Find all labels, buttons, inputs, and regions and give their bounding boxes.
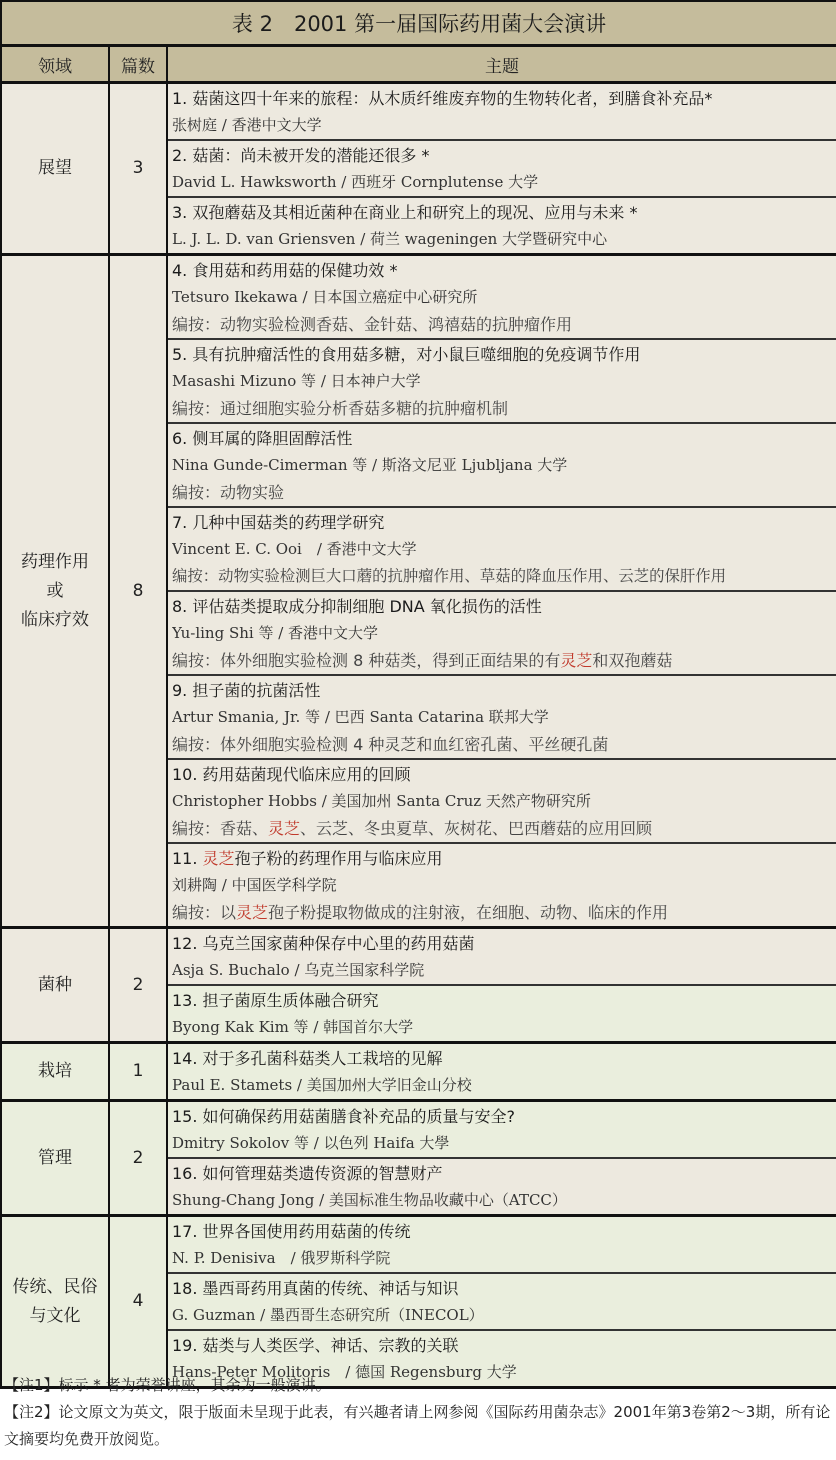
lecture-author: Artur Smania, Jr. 等 / 巴西 Santa Catarina 联邦大学 <box>172 708 549 726</box>
editor-note: 编按：通过细胞实验分析香菇多糖的抗肿瘤机制 <box>172 399 509 418</box>
note-text: 、云芝、冬虫夏草、灰树花、巴西蘑菇的应用回顾 <box>300 819 653 838</box>
section-field <box>2 256 110 926</box>
lecture-title: 10. 药用菇菌现代临床应用的回顾 <box>172 765 411 784</box>
section-field <box>2 1217 110 1386</box>
title-text: 11. <box>172 849 203 868</box>
section-pharmacology <box>2 256 836 929</box>
lecture-author: Dmitry Sokolov 等 / 以色列 Haifa 大學 <box>172 1134 450 1152</box>
lecture-item <box>168 340 836 424</box>
lecture-item <box>168 1044 836 1099</box>
lecture-item <box>168 929 836 986</box>
note-text: 编按：以 <box>172 903 237 922</box>
section-field-line: 或 <box>46 580 64 601</box>
lecture-title: 9. 担子菌的抗菌活性 <box>172 681 321 700</box>
lecture-item <box>168 1159 836 1214</box>
section-field: 管理 <box>2 1102 110 1214</box>
lecture-title: 6. 侧耳属的降胆固醇活性 <box>172 429 353 448</box>
section-field: 栽培 <box>2 1044 110 1099</box>
editor-note <box>172 899 836 926</box>
lecture-title: 13. 担子菌原生质体融合研究 <box>172 991 379 1010</box>
lecture-item <box>168 1217 836 1274</box>
lecture-item <box>168 256 836 340</box>
lingzhi-highlight: 灵芝 <box>202 849 235 868</box>
table-title: 表 2 2001 第一届国际药用菌大会演讲 <box>2 2 836 47</box>
lecture-author: Asja S. Buchalo / 乌克兰国家科学院 <box>172 961 425 979</box>
section-count: 1 <box>110 1044 168 1099</box>
lecture-author: Paul E. Stamets / 美国加州大学旧金山分校 <box>172 1076 472 1094</box>
header-field: 领域 <box>2 47 110 81</box>
header-count: 篇数 <box>110 47 168 81</box>
note-text: 编按：体外细胞实验检测 8 种菇类，得到正面结果的有 <box>172 651 561 670</box>
lecture-title: 19. 菇类与人类医学、神话、宗教的关联 <box>172 1336 459 1355</box>
lecture-author: N. P. Denisiva / 俄罗斯科学院 <box>172 1249 391 1267</box>
lecture-author: 张树庭 / 香港中文大学 <box>172 116 322 134</box>
section-field-line: 传统、民俗 <box>12 1276 98 1297</box>
lecture-title: 14. 对于多孔菌科菇类人工栽培的见解 <box>172 1049 443 1068</box>
lecture-author: G. Guzman / 墨西哥生态研究所（INECOL） <box>172 1306 484 1324</box>
section-field-line: 临床疗效 <box>21 609 89 630</box>
section-management <box>2 1102 836 1217</box>
footnote-2: 【注2】论文原文为英文，限于版面未呈现于此表，有兴趣者请上网参阅《国际药用菌杂志》2001年第3卷第2～3期，所有论文摘要均免费开放阅览。 <box>4 1403 831 1448</box>
lecture-item <box>168 84 836 141</box>
section-field-line: 与文化 <box>29 1305 81 1326</box>
lecture-title: 4. 食用菇和药用菇的保健功效 * <box>172 261 398 280</box>
lecture-item <box>168 141 836 198</box>
note-text: 和双孢蘑菇 <box>592 651 673 670</box>
lecture-item <box>168 198 836 253</box>
section-outlook <box>2 84 836 256</box>
editor-note: 编按：动物实验 <box>172 483 285 502</box>
lecture-item <box>168 986 836 1041</box>
section-count: 4 <box>110 1217 168 1386</box>
lecture-title: 7. 几种中国菇类的药理学研究 <box>172 513 385 532</box>
lecture-item <box>168 424 836 508</box>
lecture-author: Shung-Chang Jong / 美国标准生物品收藏中心（ATCC） <box>172 1191 567 1209</box>
note-text: 孢子粉提取物做成的注射液，在细胞、动物、临床的作用 <box>268 903 669 922</box>
lecture-author: Nina Gunde-Cimerman 等 / 斯洛文尼亚 Ljubljana 大学 <box>172 456 568 474</box>
lecture-author: Yu-ling Shi 等 / 香港中文大学 <box>172 624 379 642</box>
lecture-title: 15. 如何确保药用菇菌膳食补充品的质量与安全? <box>172 1107 516 1126</box>
lecture-title: 16. 如何管理菇类遗传资源的智慧财产 <box>172 1164 443 1183</box>
lecture-title: 5. 具有抗肿瘤活性的食用菇多糖，对小鼠巨噬细胞的免疫调节作用 <box>172 345 641 364</box>
footnote-1: 【注1】标示 * 者为荣誉讲座，其余为一般演讲。 <box>4 1376 331 1394</box>
lecture-author: Vincent E. C. Ooi / 香港中文大学 <box>172 540 417 558</box>
editor-note <box>172 815 836 842</box>
editor-note: 编按：体外细胞实验检测 4 种灵芝和血红密孔菌、平丝硬孔菌 <box>172 735 609 754</box>
section-cultivation <box>2 1044 836 1102</box>
lecture-title <box>172 845 836 872</box>
footnotes <box>4 1372 832 1453</box>
lecture-author: Masashi Mizuno 等 / 日本神户大学 <box>172 372 421 390</box>
lecture-title: 2. 菇菌：尚未被开发的潜能还很多 * <box>172 146 430 165</box>
lecture-author: 刘耕陶 / 中国医学科学院 <box>172 876 337 894</box>
lecture-author: L. J. L. D. van Griensven / 荷兰 wageningen 大学暨研究中心 <box>172 230 608 248</box>
lecture-author: Hans-Peter Molitoris / 德国 Regensburg 大学 <box>172 1363 517 1381</box>
lecture-author: David L. Hawksworth / 西班牙 Cornplutense 大学 <box>172 173 539 191</box>
lecture-title: 12. 乌克兰国家菌种保存中心里的药用菇菌 <box>172 934 475 953</box>
lecture-title: 3. 双孢蘑菇及其相近菌种在商业上和研究上的现况、应用与未来 * <box>172 203 638 222</box>
lingzhi-highlight: 灵芝 <box>268 819 301 838</box>
section-count: 3 <box>110 84 168 253</box>
section-count: 2 <box>110 1102 168 1214</box>
lecture-title: 17. 世界各国使用药用菇菌的传统 <box>172 1222 411 1241</box>
lingzhi-highlight: 灵芝 <box>236 903 269 922</box>
section-tradition <box>2 1217 836 1389</box>
lecture-item <box>168 1102 836 1159</box>
section-count: 2 <box>110 929 168 1041</box>
section-strains <box>2 929 836 1044</box>
lecture-author: Byong Kak Kim 等 / 韩国首尔大学 <box>172 1018 414 1036</box>
lecture-item <box>168 844 836 926</box>
editor-note <box>172 647 836 674</box>
lecture-item <box>168 760 836 844</box>
header-topic: 主题 <box>485 56 519 77</box>
lecture-author: Tetsuro Ikekawa / 日本国立癌症中心研究所 <box>172 288 478 306</box>
lecture-item <box>168 676 836 760</box>
lecture-item <box>168 592 836 676</box>
lingzhi-highlight: 灵芝 <box>560 651 593 670</box>
lecture-author: Christopher Hobbs / 美国加州 Santa Cruz 天然产物研究所 <box>172 792 591 810</box>
table-header-row <box>2 47 836 84</box>
editor-note: 编按：动物实验检测巨大口蘑的抗肿瘤作用、草菇的降血压作用、云芝的保肝作用 <box>172 567 727 585</box>
section-field-line: 药理作用 <box>21 551 89 572</box>
title-text: 孢子粉的药理作用与临床应用 <box>234 849 443 868</box>
lecture-title: 18. 墨西哥药用真菌的传统、神话与知识 <box>172 1279 459 1298</box>
note-text: 编按：香菇、 <box>172 819 269 838</box>
section-count: 8 <box>110 256 168 926</box>
section-field: 展望 <box>2 84 110 253</box>
lecture-title: 1. 菇菌这四十年来的旅程：从木质纤维废弃物的生物转化者，到膳食补充品* <box>172 89 713 108</box>
lecture-item <box>168 1274 836 1331</box>
lecture-title: 8. 评估菇类提取成分抑制细胞 DNA 氧化损伤的活性 <box>172 597 542 616</box>
section-field: 菌种 <box>2 929 110 1041</box>
editor-note: 编按：动物实验检测香菇、金针菇、鸿禧菇的抗肿瘤作用 <box>172 315 573 334</box>
lecture-item <box>168 508 836 592</box>
